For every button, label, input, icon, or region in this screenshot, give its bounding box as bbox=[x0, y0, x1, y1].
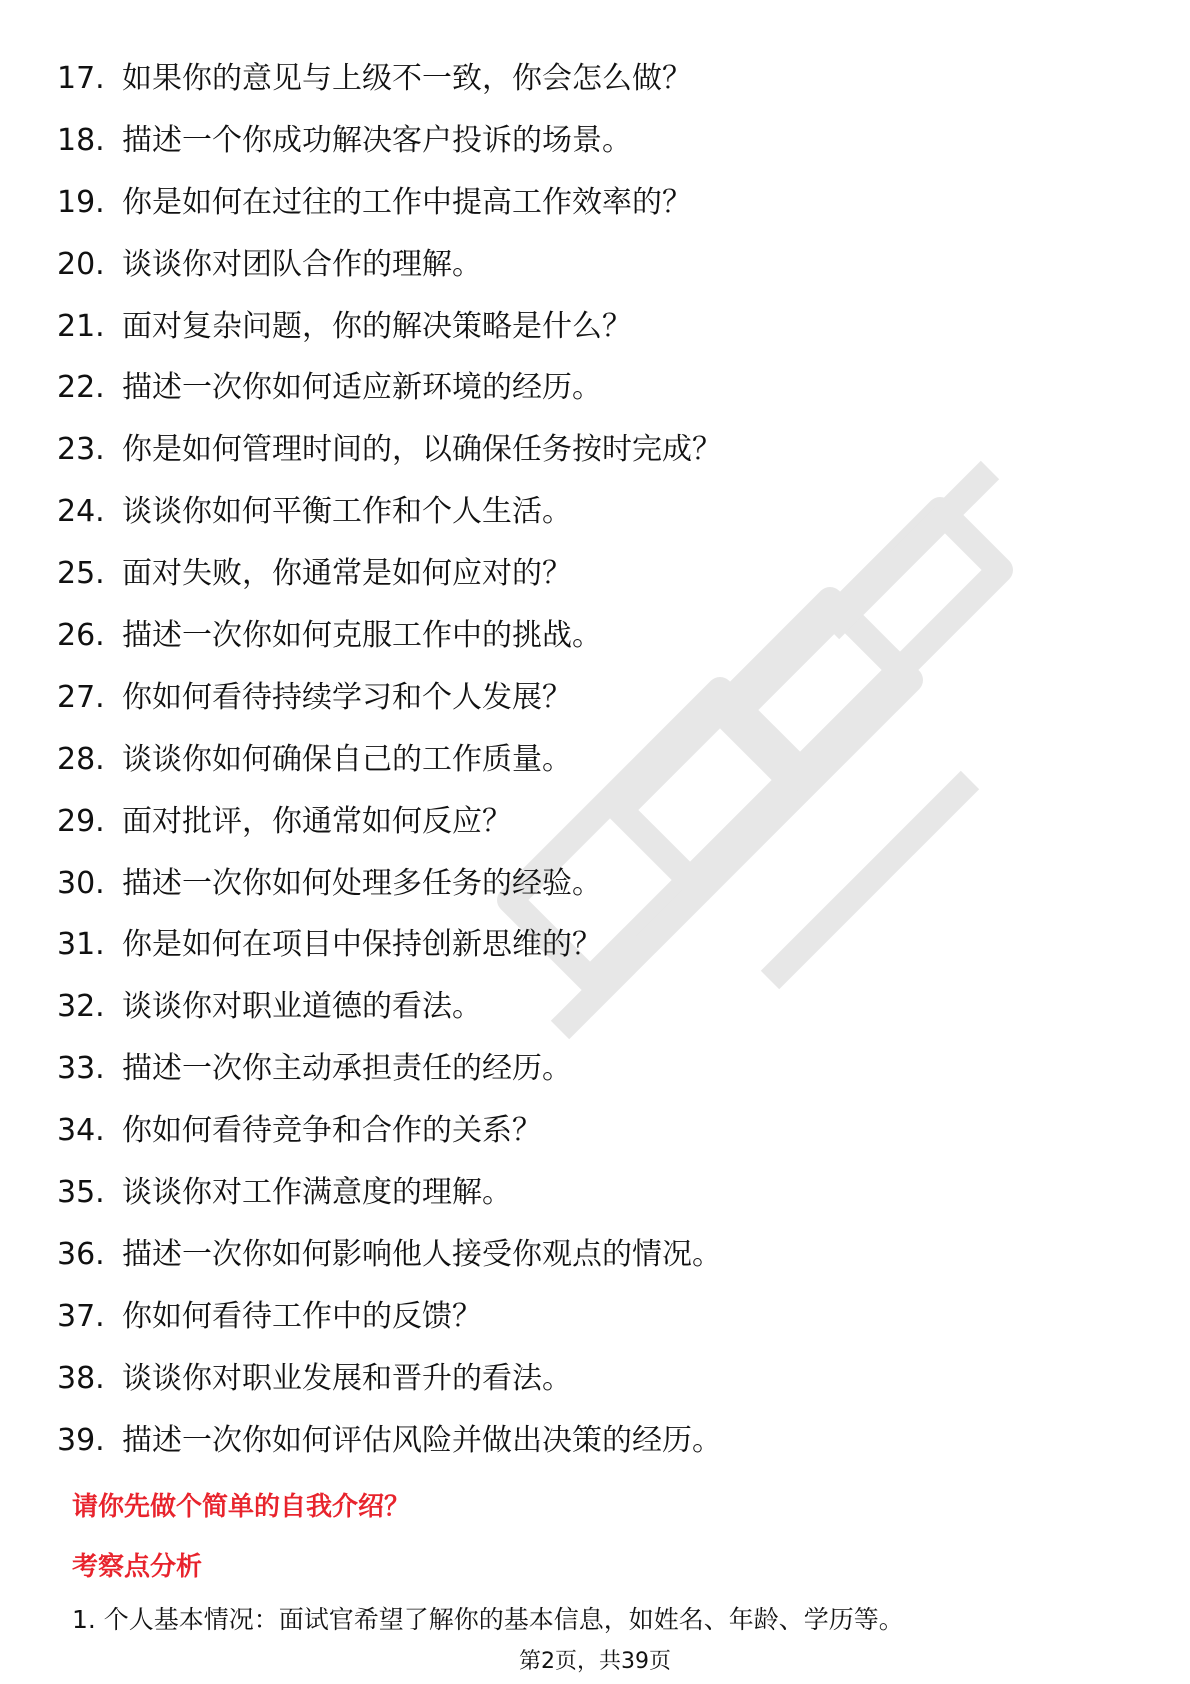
question-text: 你如何看待竞争和合作的关系？ bbox=[122, 1113, 542, 1149]
list-item bbox=[57, 419, 1137, 481]
list-item bbox=[57, 1348, 1137, 1410]
question-number: 38. bbox=[57, 1360, 105, 1396]
question-number: 29. bbox=[57, 803, 105, 839]
question-text: 面对批评，你通常如何反应？ bbox=[122, 803, 512, 839]
question-number: 32. bbox=[57, 989, 105, 1025]
question-text: 描述一次你如何评估风险并做出决策的经历。 bbox=[122, 1422, 722, 1458]
question-number: 35. bbox=[57, 1174, 105, 1210]
list-item bbox=[57, 1410, 1137, 1472]
question-text: 谈谈你对团队合作的理解。 bbox=[122, 246, 482, 282]
analysis-point: 1. 个人基本情况：面试官希望了解你的基本信息，如姓名、年龄、学历等。 bbox=[72, 1605, 904, 1634]
question-number: 18. bbox=[57, 122, 105, 158]
question-number: 34. bbox=[57, 1113, 105, 1149]
question-text: 你如何看待工作中的反馈？ bbox=[122, 1298, 482, 1334]
question-text: 描述一次你如何处理多任务的经验。 bbox=[122, 865, 602, 901]
question-number: 28. bbox=[57, 741, 105, 777]
question-number: 20. bbox=[57, 246, 105, 282]
list-item bbox=[57, 667, 1137, 729]
question-text: 你是如何管理时间的，以确保任务按时完成？ bbox=[122, 432, 722, 468]
page-indicator: 第2页，共39页 bbox=[519, 1649, 671, 1674]
question-number: 25. bbox=[57, 556, 105, 592]
analysis-heading: 考察点分析 bbox=[72, 1552, 203, 1582]
question-list bbox=[57, 48, 1137, 1471]
list-item bbox=[57, 976, 1137, 1038]
question-text: 你如何看待持续学习和个人发展？ bbox=[122, 679, 572, 715]
list-item bbox=[57, 1100, 1137, 1162]
question-number: 31. bbox=[57, 927, 105, 963]
question-text: 描述一次你主动承担责任的经历。 bbox=[122, 1051, 572, 1087]
question-number: 36. bbox=[57, 1236, 105, 1272]
list-item bbox=[57, 914, 1137, 976]
list-item bbox=[57, 234, 1137, 296]
question-number: 22. bbox=[57, 370, 105, 406]
question-text: 如果你的意见与上级不一致，你会怎么做？ bbox=[122, 60, 692, 96]
list-item bbox=[57, 357, 1137, 419]
list-item bbox=[57, 729, 1137, 791]
question-number: 21. bbox=[57, 308, 105, 344]
list-item bbox=[57, 1162, 1137, 1224]
question-text: 谈谈你对职业发展和晋升的看法。 bbox=[122, 1360, 572, 1396]
list-item bbox=[57, 481, 1137, 543]
question-number: 26. bbox=[57, 617, 105, 653]
list-item bbox=[57, 172, 1137, 234]
question-number: 39. bbox=[57, 1422, 105, 1458]
question-number: 30. bbox=[57, 865, 105, 901]
question-number: 24. bbox=[57, 494, 105, 530]
list-item bbox=[57, 543, 1137, 605]
list-item bbox=[57, 296, 1137, 358]
question-text: 描述一次你如何影响他人接受你观点的情况。 bbox=[122, 1236, 722, 1272]
question-heading: 请你先做个简单的自我介绍？ bbox=[72, 1492, 411, 1522]
question-text: 谈谈你如何平衡工作和个人生活。 bbox=[122, 494, 572, 530]
question-text: 谈谈你如何确保自己的工作质量。 bbox=[122, 741, 572, 777]
question-number: 37. bbox=[57, 1298, 105, 1334]
question-text: 谈谈你对职业道德的看法。 bbox=[122, 989, 482, 1025]
question-text: 描述一次你如何适应新环境的经历。 bbox=[122, 370, 602, 406]
question-number: 27. bbox=[57, 679, 105, 715]
question-text: 面对复杂问题，你的解决策略是什么？ bbox=[122, 308, 632, 344]
question-text: 你是如何在项目中保持创新思维的？ bbox=[122, 927, 602, 963]
list-item bbox=[57, 48, 1137, 110]
question-number: 17. bbox=[57, 60, 105, 96]
question-text: 你是如何在过往的工作中提高工作效率的？ bbox=[122, 184, 692, 220]
question-number: 19. bbox=[57, 184, 105, 220]
list-item bbox=[57, 1038, 1137, 1100]
list-item bbox=[57, 605, 1137, 667]
list-item bbox=[57, 1286, 1137, 1348]
list-item bbox=[57, 110, 1137, 172]
question-number: 23. bbox=[57, 432, 105, 468]
list-item bbox=[57, 791, 1137, 853]
list-item bbox=[57, 853, 1137, 915]
question-text: 谈谈你对工作满意度的理解。 bbox=[122, 1174, 512, 1210]
question-text: 描述一个你成功解决客户投诉的场景。 bbox=[122, 122, 632, 158]
question-number: 33. bbox=[57, 1051, 105, 1087]
list-item bbox=[57, 1224, 1137, 1286]
question-text: 面对失败，你通常是如何应对的？ bbox=[122, 556, 572, 592]
question-text: 描述一次你如何克服工作中的挑战。 bbox=[122, 617, 602, 653]
